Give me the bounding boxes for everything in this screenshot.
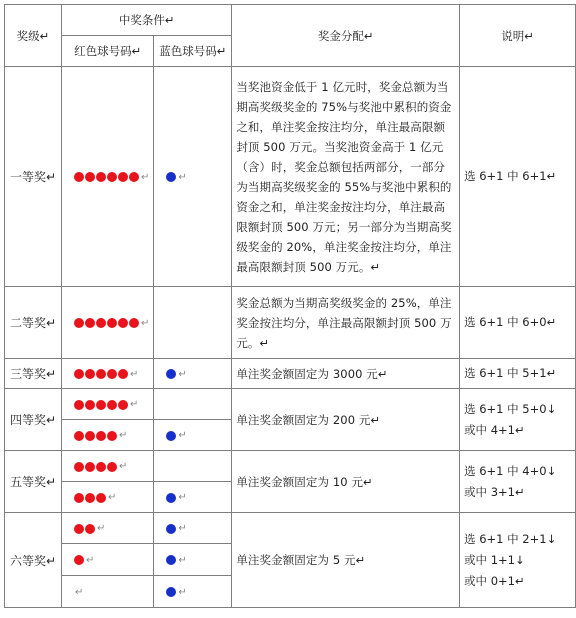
blue-ball-cell (154, 513, 232, 544)
note-line: 选 6+1 中 6+0↵ (464, 315, 557, 329)
paragraph-mark: ↵ (178, 523, 187, 534)
header-conditions: 中奖条件↵ (61, 5, 231, 36)
prize-level: 一等奖↵ (5, 67, 62, 287)
paragraph-mark: ↵ (178, 171, 187, 183)
red-ball (118, 318, 128, 328)
paragraph-mark: ↵ (107, 492, 117, 503)
red-ball (85, 462, 95, 472)
prize-row (5, 359, 576, 389)
red-ball (85, 524, 95, 534)
red-ball (96, 493, 106, 503)
red-ball (74, 555, 84, 565)
paragraph-mark: ↵ (178, 430, 187, 441)
blue-ball (166, 431, 176, 441)
prize-distribution: 奖金总额为当期高奖级奖金的 25%，单注奖金按注均分，单注最高限额封顶 500 万元。↵ (232, 287, 460, 359)
prize-row (5, 287, 576, 359)
paragraph-mark: ↵ (178, 492, 187, 503)
paragraph-mark: ↵ (178, 554, 187, 566)
red-ball-cell (61, 451, 153, 482)
paragraph-mark: ↵ (140, 317, 150, 329)
blue-ball (166, 493, 176, 503)
paragraph-mark: ↵ (74, 586, 84, 598)
prize-note (460, 389, 576, 451)
blue-ball-cell (154, 359, 232, 389)
blue-ball (166, 369, 176, 379)
red-ball (129, 172, 139, 182)
blue-ball-cell (154, 389, 232, 420)
note-line: 选 6+1 中 2+1↓ (464, 531, 557, 546)
paragraph-mark: ↵ (178, 368, 187, 380)
prize-distribution: 单注奖金额固定为 3000 元↵ (232, 359, 460, 389)
prize-distribution: 当奖池资金低于 1 亿元时，奖金总额为当期高奖级奖金的 75%与奖池中累积的资金之和，单注奖金按注均分，单注最高限额封顶 500 万元。当奖池资金高于 1 亿元（含）时，奖金总额包括两部分，一部分为当期高奖级奖金的 55%与奖池中累积的资金之和，单注奖金按注均分，单注最高限额封顶 500 万元；另一部分为当期高奖级奖金的 20%，单注奖金按注均分，单注最高限额封顶 500 万元。↵ (232, 67, 460, 287)
blue-ball-cell (154, 451, 232, 482)
red-ball (107, 431, 117, 441)
red-ball (74, 462, 84, 472)
prize-row (5, 389, 576, 420)
red-ball (96, 172, 106, 182)
prize-distribution: 单注奖金额固定为 200 元↵ (232, 389, 460, 451)
prize-note (460, 359, 576, 389)
prize-table-container (4, 4, 576, 608)
blue-ball (166, 555, 176, 565)
red-ball-cell (61, 389, 153, 420)
header-blue-balls: 蓝色球号码↵ (154, 36, 232, 67)
prize-row (5, 513, 576, 544)
paragraph-mark: ↵ (96, 523, 106, 534)
prize-level: 四等奖↵ (5, 389, 62, 451)
blue-ball (166, 172, 176, 182)
red-ball (74, 400, 84, 410)
red-ball (107, 318, 117, 328)
red-ball (96, 431, 106, 441)
red-ball-cell (61, 544, 153, 576)
paragraph-mark: ↵ (140, 171, 150, 183)
red-ball-cell (61, 287, 153, 359)
prize-level: 三等奖↵ (5, 359, 62, 389)
red-ball-cell (61, 420, 153, 451)
note-line: 或中 0+1↵ (464, 573, 525, 588)
red-ball-cell (61, 482, 153, 513)
red-ball (96, 462, 106, 472)
prize-level: 二等奖↵ (5, 287, 62, 359)
red-ball (85, 400, 95, 410)
blue-ball (166, 587, 176, 597)
blue-ball-cell (154, 287, 232, 359)
paragraph-mark: ↵ (85, 554, 95, 566)
header-red-balls: 红色球号码↵ (61, 36, 153, 67)
prize-table (4, 4, 576, 608)
red-ball (118, 369, 128, 379)
red-ball (85, 318, 95, 328)
prize-note (460, 67, 576, 287)
blue-ball-cell (154, 544, 232, 576)
prize-note (460, 451, 576, 513)
red-ball (107, 400, 117, 410)
note-line: 或中 3+1↵ (464, 484, 525, 499)
header-level: 奖级↵ (5, 5, 62, 67)
red-ball-cell (61, 576, 153, 608)
header-distribution: 奖金分配↵ (232, 5, 460, 67)
blue-ball-cell (154, 420, 232, 451)
prize-note (460, 287, 576, 359)
paragraph-mark: ↵ (118, 430, 128, 441)
prize-level: 五等奖↵ (5, 451, 62, 513)
note-line: 选 6+1 中 6+1↵ (464, 169, 557, 183)
blue-ball (166, 524, 176, 534)
prize-distribution: 单注奖金额固定为 5 元↵ (232, 513, 460, 608)
blue-ball-cell (154, 576, 232, 608)
red-ball (74, 172, 84, 182)
red-ball (85, 369, 95, 379)
red-ball (85, 172, 95, 182)
paragraph-mark: ↵ (118, 461, 128, 472)
blue-ball-cell (154, 482, 232, 513)
note-line: 选 6+1 中 5+0↓ (464, 401, 557, 416)
red-ball (74, 318, 84, 328)
red-ball (74, 431, 84, 441)
red-ball (85, 493, 95, 503)
note-line: 或中 1+1↓ (464, 552, 525, 567)
red-ball-cell (61, 513, 153, 544)
paragraph-mark: ↵ (178, 586, 187, 598)
note-line: 或中 4+1↵ (464, 422, 525, 437)
red-ball (118, 172, 128, 182)
red-ball (96, 369, 106, 379)
red-ball (74, 524, 84, 534)
prize-note (460, 513, 576, 608)
red-ball (118, 400, 128, 410)
prize-row (5, 451, 576, 482)
paragraph-mark: ↵ (129, 399, 139, 410)
red-ball (107, 462, 117, 472)
prize-body (5, 67, 576, 608)
red-ball (96, 400, 106, 410)
prize-distribution: 单注奖金额固定为 10 元↵ (232, 451, 460, 513)
red-ball (129, 318, 139, 328)
red-ball (107, 369, 117, 379)
red-ball-cell (61, 67, 153, 287)
red-ball (107, 172, 117, 182)
note-line: 选 6+1 中 4+0↓ (464, 463, 557, 478)
red-ball (85, 431, 95, 441)
header-note: 说明↵ (460, 5, 576, 67)
red-ball-cell (61, 359, 153, 389)
red-ball (96, 318, 106, 328)
prize-row (5, 67, 576, 287)
paragraph-mark: ↵ (129, 368, 139, 380)
red-ball (74, 369, 84, 379)
note-line: 选 6+1 中 5+1↵ (464, 366, 557, 380)
prize-level: 六等奖↵ (5, 513, 62, 608)
red-ball (74, 493, 84, 503)
blue-ball-cell (154, 67, 232, 287)
